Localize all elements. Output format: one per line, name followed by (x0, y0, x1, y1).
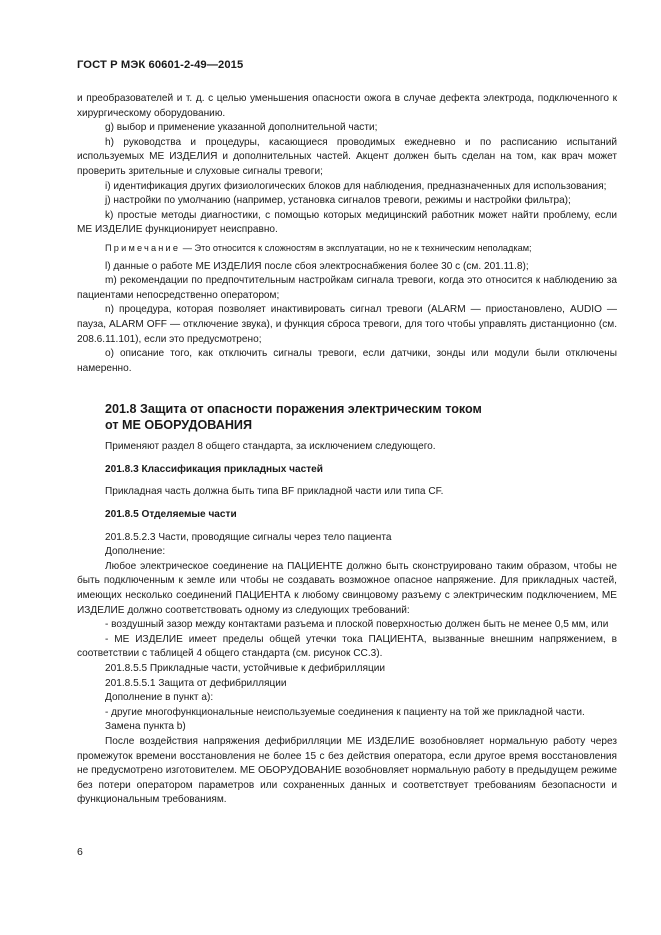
clause-8-5-5: 201.8.5.5 Прикладные части, устойчивые к дефибрилляции (105, 663, 386, 674)
bullet-multifunction: - другие многофункциональные неиспользуемые соединения к пациенту на той же прикладной части. (105, 706, 585, 718)
list-item-n: n) процедура, которая позволяет инактивировать сигнал тревоги (ALARM — приостановлено, AUDIO — пауза, ALARM OFF — отключение звука), и функция сброса тревоги, для того чтобы управлять дистанционно (см. 208.6.11.101), если это предусмотрено; (77, 304, 617, 345)
list-item-k: k) простые методы диагностики, с помощью которых медицинский работник может найти проблему, если МЕ ИЗДЕЛИЕ функционирует неисправно. (77, 209, 617, 236)
list-item-l: l) данные о работе МЕ ИЗДЕЛИЯ после сбоя электроснабжения более 30 с (см. 201.11.8); (105, 260, 529, 272)
subsection-8-3-text: Прикладная часть должна быть типа BF прикладной части или типа CF. (105, 486, 444, 498)
list-item-o: o) описание того, как отключить сигналы тревоги, если датчики, зонды или модули были отключены намеренно. (77, 348, 617, 374)
requirement-paragraph: Любое электрическое соединение на ПАЦИЕНТЕ должно быть сконструировано таким образом, чтобы не быть подключенным к земле или чтобы не создавать возможное опасное напряжение. Для прикладных частей, имеющих несколько соединений ПАЦИЕНТА к любому свинцовому разъему с электрическим подключением, МЕ ИЗДЕЛИЕ должно соответствовать одному из следующих требований: (77, 560, 617, 616)
section-heading (105, 402, 617, 433)
note-text: — Это относится к сложностям в эксплуатации, но не к техническим неполадкам; (180, 242, 532, 253)
clause-8-5-2-3: 201.8.5.2.3 Части, проводящие сигналы через тело пациента (105, 531, 392, 543)
list-item-j: j) настройки по умолчанию (например, установка сигналов тревоги, режимы и настройки фильтра); (105, 195, 571, 207)
defibrillation-paragraph: После воздействия напряжения дефибрилляции МЕ ИЗДЕЛИЕ возобновляет нормальную работу через промежуток времени восстановления не более 15 с без действия оператора, если другое время восстановления не предусмотрено изготовителем. МЕ ОБОРУДОВАНИЕ возобновляет нормальную работу в предыдущем режиме без потери оператором параметров или сохраненных данных и соответствует требованиям безопасности и функциональным требованиям. (77, 735, 617, 806)
bullet-air-gap: - воздушный зазор между контактами разъема и плоской поверхностью должен быть не менее 0,5 мм, или (105, 619, 609, 631)
list-item-i: i) идентификация других физиологических блоков для наблюдения, предназначенных для использования; (105, 180, 607, 192)
note (77, 241, 617, 256)
list-item-h: h) руководства и процедуры, касающиеся проводимых ежедневно и по расписанию испытаний используемых МЕ ИЗДЕЛИЯ и дополнительных частей. Акцент должен быть сделан на том, как врач может проверить зрительные и слуховые сигналы тревоги; (77, 136, 617, 177)
subsection-heading-8-5: 201.8.5 Отделяемые части (105, 509, 237, 521)
section-title-line2: от МЕ ОБОРУДОВАНИЯ (105, 417, 253, 432)
section-title-line1: 201.8 Защита от опасности поражения электрическим током (105, 402, 482, 417)
applies-paragraph: Применяют раздел 8 общего стандарта, за исключением следующего. (105, 441, 436, 453)
addition-label: Дополнение: (105, 546, 166, 558)
addition-a-label: Дополнение в пункт а): (105, 692, 214, 704)
document-header: ГОСТ Р МЭК 60601-2-49—2015 (77, 59, 244, 71)
replacement-label: Замена пункта b) (105, 721, 186, 733)
note-label: Примечание (105, 242, 181, 253)
subsection-heading-8-3: 201.8.3 Классификация прикладных частей (105, 463, 323, 475)
clause-8-5-5-1: 201.8.5.5.1 Защита от дефибрилляции (105, 677, 287, 689)
bullet-leakage-current: - МЕ ИЗДЕЛИЕ имеет пределы общей утечки тока ПАЦИЕНТА, вызванные внешним напряжением, в соответствии с таблицей 4 общего стандарта (см. рисунок СС.3). (77, 633, 617, 660)
document-body (77, 92, 617, 808)
intro-paragraph: и преобразователей и т. д. с целью уменьшения опасности ожога в случае дефекта электрода, подключенного к хирургическому оборудованию. (77, 93, 617, 119)
list-item-g: g) выбор и применение указанной дополнительной части; (105, 122, 378, 134)
list-item-m: m) рекомендации по предпочтительным настройкам сигнала тревоги, когда это относится к наблюдению за пациентами непосредственно оператором; (77, 275, 617, 301)
page-number: 6 (77, 846, 83, 858)
